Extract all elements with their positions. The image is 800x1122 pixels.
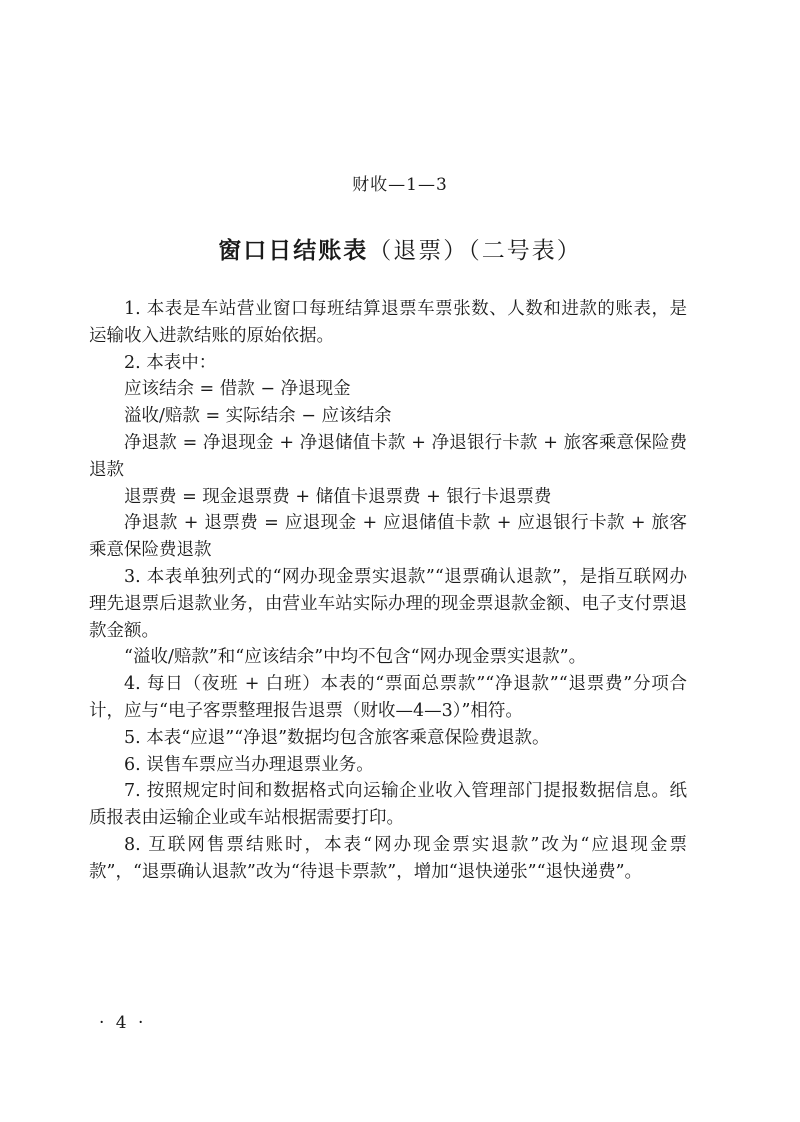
body-text	[89, 296, 687, 886]
document-title-main: 窗口日结账表	[218, 237, 369, 264]
document-title-sub: （退票）（二号表）	[368, 238, 582, 264]
formula-line: 应该结余 = 借款 − 净退现金	[124, 379, 351, 400]
paragraph-8: 8. 互联网售票结账时，本表“网办现金票实退款”改为“应退现金票款”，“退票确认退款”改为“待退卡票款”，增加“退快递张”“退快递费”。	[89, 834, 687, 882]
form-code: 财收—1—3	[352, 175, 448, 195]
paragraph-1: 1. 本表是车站营业窗口每班结算退票车票张数、人数和进款的账表，是运输收入进款结账的原始依据。	[89, 299, 687, 346]
formula-line: 溢收/赔款 = 实际结余 − 应该结余	[124, 406, 392, 427]
document-title	[0, 232, 800, 265]
paragraph-7: 7. 按照规定时间和数据格式向运输企业收入管理部门提报数据信息。纸质报表由运输企业或车站根据需要打印。	[89, 781, 687, 829]
paragraph-3: 3. 本表单独列式的“网办现金票实退款”“退票确认退款”，是指互联网办理先退票后退款业务，由营业车站实际办理的现金票退款金额、电子支付票退款金额。	[89, 566, 687, 641]
paragraph-2: 2. 本表中：	[124, 352, 217, 373]
formula-line: 净退款 + 退票费 = 应退现金 + 应退储值卡款 + 应退银行卡款 + 旅客乘意保险费退款	[89, 513, 687, 561]
page-number: · 4 ·	[99, 1013, 147, 1033]
paragraph-3-note: “溢收/赔款”和“应该结余”中均不包含“网办现金票实退款”。	[124, 647, 587, 668]
paragraph-4: 4. 每日（夜班 + 白班）本表的“票面总票款”“净退款”“退票费”分项合计，应与“电子客票整理报告退票（财收—4—3）”相符。	[89, 674, 687, 721]
paragraph-5: 5. 本表“应退”“净退”数据均包含旅客乘意保险费退款。	[124, 727, 550, 748]
paragraph-6: 6. 误售车票应当办理退票业务。	[124, 754, 374, 775]
formula-line: 净退款 = 净退现金 + 净退储值卡款 + 净退银行卡款 + 旅客乘意保险费退款	[89, 432, 687, 480]
formula-line: 退票费 = 现金退票费 + 储值卡退票费 + 银行卡退票费	[124, 486, 552, 507]
